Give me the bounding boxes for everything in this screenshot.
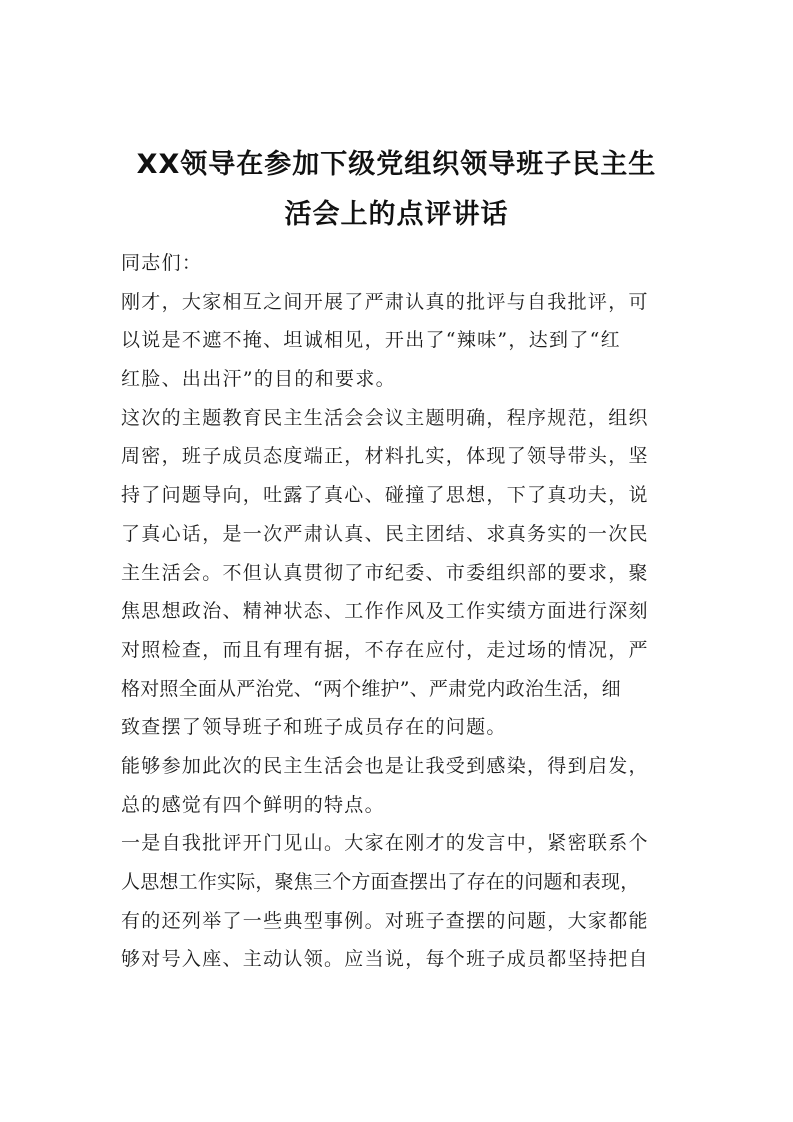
text-line: 人思想工作实际，聚焦三个方面查摆出了存在的问题和表现， bbox=[121, 871, 640, 893]
text-line: 致查摆了领导班子和班子成员存在的问题。 bbox=[121, 716, 507, 739]
text-line: 持了问题导向，吐露了真心、碰撞了思想，下了真功夫，说 bbox=[121, 484, 649, 507]
title-line-2: 活会上的点评讲话 bbox=[284, 199, 509, 231]
paragraph-impressions bbox=[121, 747, 687, 824]
paragraph-criticism bbox=[121, 283, 687, 399]
title-line-1: XX领导在参加下级党组织领导班子民主生 bbox=[136, 149, 657, 181]
text-line: 同志们： bbox=[121, 252, 203, 274]
text-line: 能够参加此次的民主生活会也是让我受到感染，得到启发， bbox=[121, 754, 649, 777]
salutation-paragraph bbox=[121, 244, 687, 283]
document-body bbox=[121, 244, 687, 979]
document-title bbox=[100, 140, 693, 240]
text-line: 这次的主题教育民主生活会会议主题明确，程序规范，组织 bbox=[121, 406, 649, 429]
text-line: 格对照全面从严治党、“两个维护”、严肃党内政治生活，细 bbox=[121, 677, 621, 700]
text-line: 主生活会。不但认真贯彻了市纪委、市委组织部的要求，聚 bbox=[121, 561, 649, 584]
text-line: 够对号入座、主动认领。应当说，每个班子成员都坚持把自 bbox=[121, 948, 649, 971]
text-line: 对照检查，而且有理有据，不存在应付，走过场的情况，严 bbox=[121, 638, 649, 661]
paragraph-point-one bbox=[121, 824, 687, 979]
text-line: 刚才，大家相互之间开展了严肃认真的批评与自我批评，可 bbox=[121, 290, 649, 313]
text-line: 了真心话，是一次严肃认真、民主团结、求真务实的一次民 bbox=[121, 522, 649, 545]
paragraph-meeting-assessment bbox=[121, 399, 687, 747]
text-line: 有的还列举了一些典型事例。对班子查摆的问题，大家都能 bbox=[121, 909, 649, 932]
text-line: 红脸、出出汗”的目的和要求。 bbox=[121, 368, 396, 391]
text-line: 焦思想政治、精神状态、工作作风及工作实绩方面进行深刻 bbox=[121, 600, 649, 623]
text-line: 总的感觉有四个鲜明的特点。 bbox=[121, 793, 385, 816]
text-line: 一是自我批评开门见山。大家在刚才的发言中，紧密联系个 bbox=[121, 832, 649, 855]
text-line: 以说是不遮不掩、坦诚相见，开出了“辣味”，达到了“红 bbox=[121, 329, 621, 352]
text-line: 周密，班子成员态度端正，材料扎实，体现了领导带头，坚 bbox=[121, 445, 649, 468]
